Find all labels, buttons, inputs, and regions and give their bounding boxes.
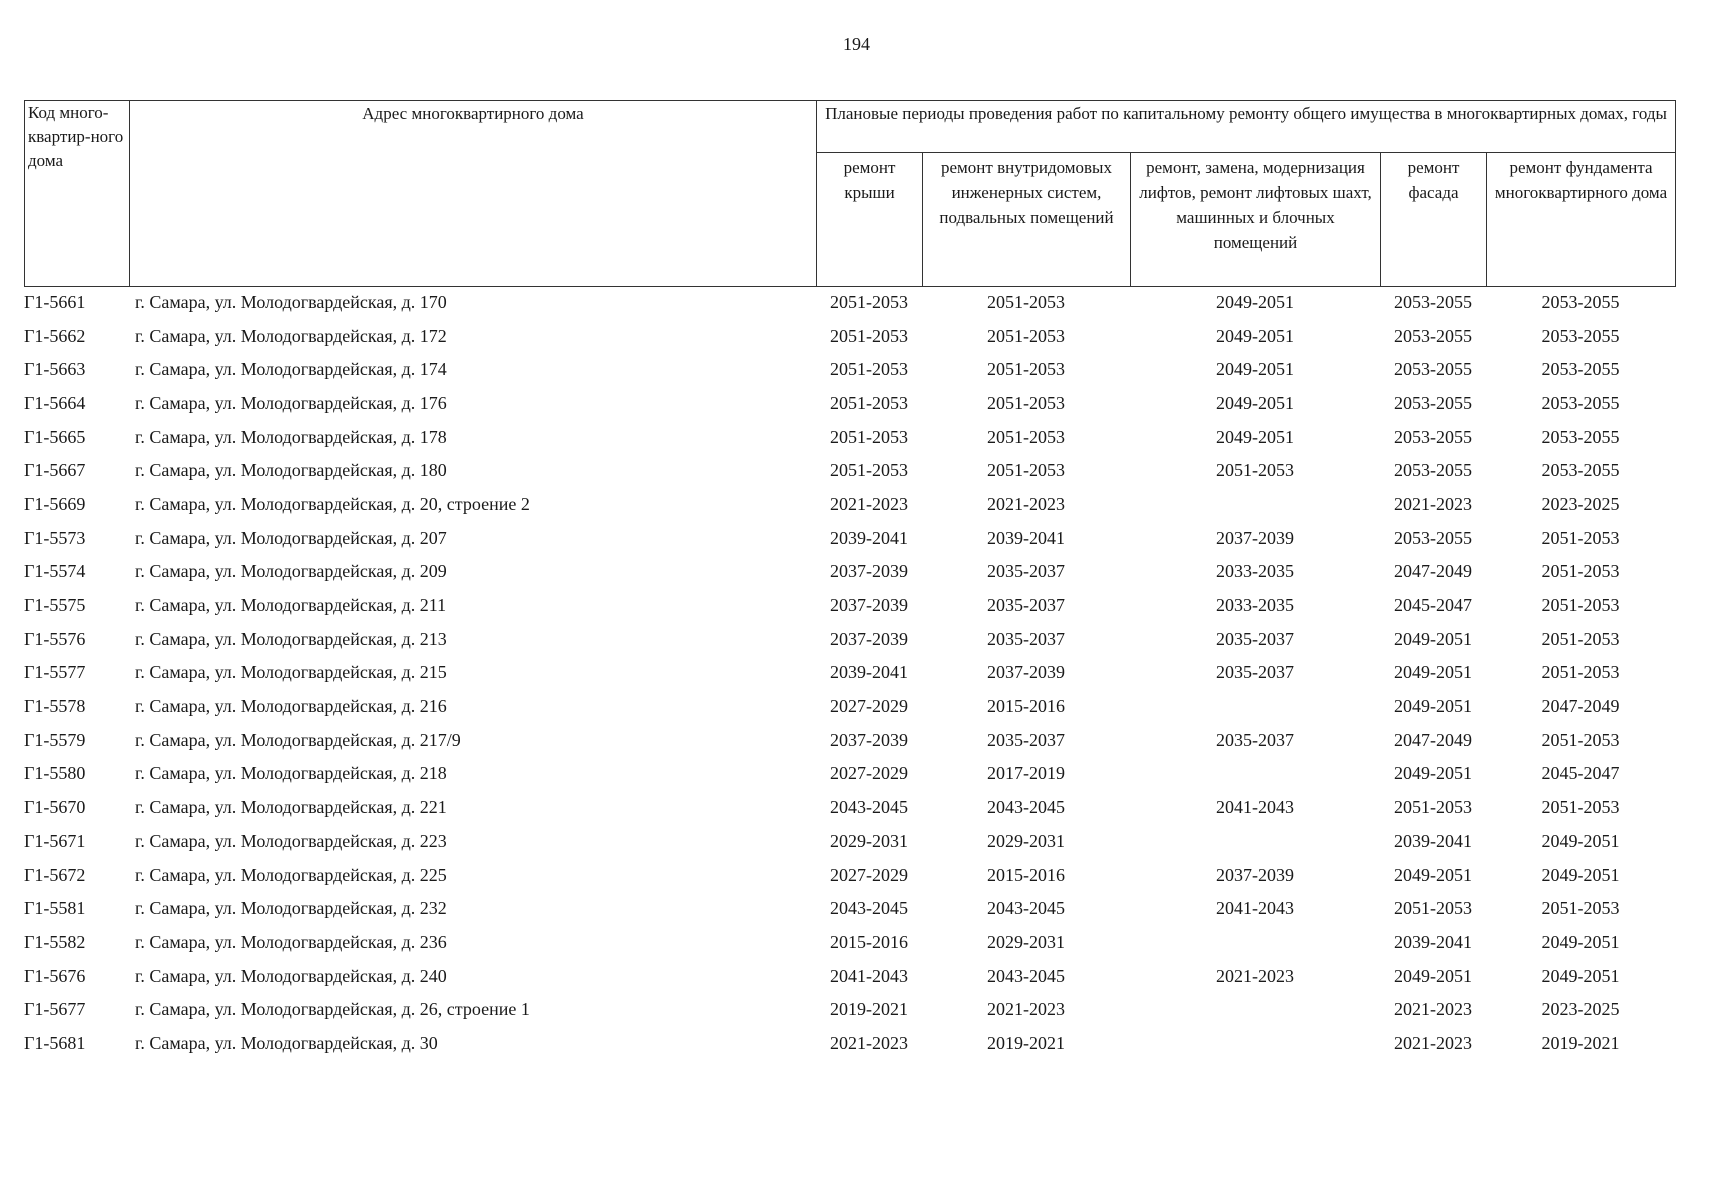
cell-engineering: 2015-2016 [987, 864, 1065, 885]
cell-foundation: 2049-2051 [1541, 830, 1620, 851]
cell-address: г. Самара, ул. Молодогвардейская, д. 178 [135, 426, 447, 447]
cell-foundation: 2053-2055 [1541, 291, 1620, 312]
table-row [24, 285, 1675, 319]
cell-code: Г1-5665 [24, 426, 86, 447]
cell-roof: 2027-2029 [830, 696, 908, 717]
cell-address: г. Самара, ул. Молодогвардейская, д. 170 [135, 291, 447, 312]
cell-address: г. Самара, ул. Молодогвардейская, д. 223 [135, 830, 447, 851]
cell-foundation: 2053-2055 [1541, 359, 1620, 380]
table-row [24, 521, 1675, 555]
header-address: Адрес многоквартирного дома [130, 101, 817, 287]
cell-facade: 2053-2055 [1394, 527, 1472, 548]
cell-foundation: 2051-2053 [1541, 561, 1620, 582]
cell-code: Г1-5676 [24, 965, 86, 986]
table-row [24, 656, 1675, 690]
cell-foundation: 2047-2049 [1541, 696, 1620, 717]
cell-roof: 2051-2053 [830, 426, 908, 447]
table-row [24, 959, 1675, 993]
cell-facade: 2047-2049 [1394, 561, 1472, 582]
cell-foundation: 2053-2055 [1541, 392, 1620, 413]
cell-code: Г1-5664 [24, 392, 86, 413]
cell-address: г. Самара, ул. Молодогвардейская, д. 217/9 [135, 729, 461, 750]
cell-lifts: 2049-2051 [1216, 291, 1294, 312]
cell-roof: 2039-2041 [830, 527, 908, 548]
cell-foundation: 2051-2053 [1541, 527, 1620, 548]
cell-facade: 2021-2023 [1394, 493, 1472, 514]
cell-facade: 2051-2053 [1394, 797, 1472, 818]
cell-lifts: 2049-2051 [1216, 426, 1294, 447]
cell-engineering: 2051-2053 [987, 460, 1065, 481]
cell-address: г. Самара, ул. Молодогвардейская, д. 176 [135, 392, 447, 413]
table-row [24, 790, 1675, 824]
table-row [24, 386, 1675, 420]
header-engineering: ремонт внутридомовых инженерных систем, подвальных помещений [923, 153, 1131, 287]
table-header [24, 100, 1676, 287]
cell-roof: 2051-2053 [830, 359, 908, 380]
cell-engineering: 2043-2045 [987, 965, 1065, 986]
cell-engineering: 2035-2037 [987, 595, 1065, 616]
header-facade: ремонт фасада [1381, 153, 1487, 287]
cell-lifts [1130, 925, 1380, 959]
cell-roof: 2037-2039 [830, 628, 908, 649]
cell-lifts [1130, 689, 1380, 723]
cell-roof: 2039-2041 [830, 662, 908, 683]
cell-facade: 2021-2023 [1394, 999, 1472, 1020]
cell-lifts: 2035-2037 [1216, 729, 1294, 750]
cell-facade: 2053-2055 [1394, 426, 1472, 447]
header-code: Код много-квартир-ного дома [25, 101, 130, 287]
header-roof: ремонт крыши [817, 153, 923, 287]
cell-lifts: 2049-2051 [1216, 325, 1294, 346]
cell-facade: 2047-2049 [1394, 729, 1472, 750]
cell-facade: 2053-2055 [1394, 291, 1472, 312]
cell-lifts: 2037-2039 [1216, 864, 1294, 885]
cell-code: Г1-5577 [24, 662, 86, 683]
cell-foundation: 2049-2051 [1541, 965, 1620, 986]
cell-facade: 2049-2051 [1394, 763, 1472, 784]
cell-lifts: 2041-2043 [1216, 797, 1294, 818]
cell-address: г. Самара, ул. Молодогвардейская, д. 225 [135, 864, 447, 885]
cell-address: г. Самара, ул. Молодогвардейская, д. 240 [135, 965, 447, 986]
cell-facade: 2049-2051 [1394, 628, 1472, 649]
cell-code: Г1-5580 [24, 763, 86, 784]
cell-lifts: 2041-2043 [1216, 898, 1294, 919]
cell-foundation: 2019-2021 [1541, 1032, 1620, 1053]
table-row [24, 352, 1675, 386]
cell-code: Г1-5681 [24, 1032, 86, 1053]
cell-address: г. Самара, ул. Молодогвардейская, д. 218 [135, 763, 447, 784]
cell-roof: 2019-2021 [830, 999, 908, 1020]
cell-roof: 2027-2029 [830, 864, 908, 885]
cell-roof: 2021-2023 [830, 493, 908, 514]
cell-roof: 2015-2016 [830, 931, 908, 952]
cell-code: Г1-5576 [24, 628, 86, 649]
cell-code: Г1-5667 [24, 460, 86, 481]
cell-code: Г1-5670 [24, 797, 86, 818]
cell-foundation: 2023-2025 [1541, 493, 1620, 514]
table-row [24, 487, 1675, 521]
cell-roof: 2051-2053 [830, 392, 908, 413]
cell-address: г. Самара, ул. Молодогвардейская, д. 211 [135, 595, 447, 616]
cell-facade: 2053-2055 [1394, 325, 1472, 346]
cell-roof: 2051-2053 [830, 460, 908, 481]
cell-engineering: 2035-2037 [987, 628, 1065, 649]
cell-foundation: 2051-2053 [1541, 628, 1620, 649]
cell-code: Г1-5579 [24, 729, 86, 750]
cell-engineering: 2035-2037 [987, 729, 1065, 750]
cell-foundation: 2051-2053 [1541, 729, 1620, 750]
cell-code: Г1-5671 [24, 830, 86, 851]
header-periods: Плановые периоды проведения работ по капитальному ремонту общего имущества в многоквартирных домах, годы [817, 101, 1676, 153]
cell-lifts [1130, 1026, 1380, 1060]
cell-address: г. Самара, ул. Молодогвардейская, д. 26, строение 1 [135, 999, 530, 1020]
cell-lifts: 2049-2051 [1216, 359, 1294, 380]
cell-engineering: 2021-2023 [987, 999, 1065, 1020]
cell-address: г. Самара, ул. Молодогвардейская, д. 174 [135, 359, 447, 380]
table-row [24, 622, 1675, 656]
cell-facade: 2045-2047 [1394, 595, 1472, 616]
cell-facade: 2053-2055 [1394, 359, 1472, 380]
page-number: 194 [843, 34, 870, 54]
cell-facade: 2049-2051 [1394, 864, 1472, 885]
table-row [24, 992, 1675, 1026]
cell-foundation: 2051-2053 [1541, 898, 1620, 919]
header-lifts: ремонт, замена, модернизация лифтов, ремонт лифтовых шахт, машинных и блочных помещений [1131, 153, 1381, 287]
cell-address: г. Самара, ул. Молодогвардейская, д. 213 [135, 628, 447, 649]
cell-lifts: 2049-2051 [1216, 392, 1294, 413]
cell-code: Г1-5575 [24, 595, 86, 616]
table-rows [24, 285, 1675, 1060]
table-row [24, 689, 1675, 723]
cell-foundation: 2053-2055 [1541, 325, 1620, 346]
cell-facade: 2053-2055 [1394, 392, 1472, 413]
table-row [24, 891, 1675, 925]
cell-code: Г1-5662 [24, 325, 86, 346]
cell-code: Г1-5677 [24, 999, 86, 1020]
cell-code: Г1-5672 [24, 864, 86, 885]
cell-code: Г1-5574 [24, 561, 86, 582]
cell-roof: 2051-2053 [830, 291, 908, 312]
cell-engineering: 2035-2037 [987, 561, 1065, 582]
header-foundation: ремонт фундамента многоквартирного дома [1487, 153, 1676, 287]
cell-facade: 2039-2041 [1394, 830, 1472, 851]
cell-engineering: 2021-2023 [987, 493, 1065, 514]
cell-code: Г1-5573 [24, 527, 86, 548]
cell-foundation: 2051-2053 [1541, 797, 1620, 818]
cell-lifts [1130, 757, 1380, 791]
cell-address: г. Самара, ул. Молодогвардейская, д. 221 [135, 797, 447, 818]
cell-foundation: 2023-2025 [1541, 999, 1620, 1020]
cell-address: г. Самара, ул. Молодогвардейская, д. 20, строение 2 [135, 493, 530, 514]
cell-foundation: 2045-2047 [1541, 763, 1620, 784]
cell-address: г. Самара, ул. Молодогвардейская, д. 215 [135, 662, 447, 683]
cell-engineering: 2029-2031 [987, 830, 1065, 851]
table-row [24, 723, 1675, 757]
cell-roof: 2051-2053 [830, 325, 908, 346]
cell-foundation: 2053-2055 [1541, 460, 1620, 481]
cell-address: г. Самара, ул. Молодогвардейская, д. 209 [135, 561, 447, 582]
cell-code: Г1-5578 [24, 696, 86, 717]
cell-engineering: 2019-2021 [987, 1032, 1065, 1053]
table-row [24, 858, 1675, 892]
cell-facade: 2049-2051 [1394, 965, 1472, 986]
cell-lifts: 2051-2053 [1216, 460, 1294, 481]
cell-roof: 2029-2031 [830, 830, 908, 851]
cell-engineering: 2051-2053 [987, 359, 1065, 380]
cell-code: Г1-5581 [24, 898, 86, 919]
cell-lifts: 2033-2035 [1216, 595, 1294, 616]
cell-engineering: 2051-2053 [987, 392, 1065, 413]
cell-engineering: 2051-2053 [987, 325, 1065, 346]
table-row [24, 757, 1675, 791]
table-body [24, 285, 1675, 1060]
cell-address: г. Самара, ул. Молодогвардейская, д. 180 [135, 460, 447, 481]
cell-engineering: 2017-2019 [987, 763, 1065, 784]
cell-engineering: 2043-2045 [987, 797, 1065, 818]
cell-engineering: 2051-2053 [987, 291, 1065, 312]
cell-lifts: 2035-2037 [1216, 662, 1294, 683]
cell-address: г. Самара, ул. Молодогвардейская, д. 232 [135, 898, 447, 919]
cell-roof: 2037-2039 [830, 595, 908, 616]
table-row [24, 824, 1675, 858]
cell-code: Г1-5669 [24, 493, 86, 514]
cell-address: г. Самара, ул. Молодогвардейская, д. 172 [135, 325, 447, 346]
cell-roof: 2037-2039 [830, 729, 908, 750]
cell-lifts [1130, 992, 1380, 1026]
cell-code: Г1-5661 [24, 291, 86, 312]
cell-lifts: 2033-2035 [1216, 561, 1294, 582]
cell-roof: 2027-2029 [830, 763, 908, 784]
cell-roof: 2041-2043 [830, 965, 908, 986]
cell-engineering: 2043-2045 [987, 898, 1065, 919]
cell-code: Г1-5663 [24, 359, 86, 380]
cell-foundation: 2053-2055 [1541, 426, 1620, 447]
cell-facade: 2049-2051 [1394, 662, 1472, 683]
cell-lifts: 2037-2039 [1216, 527, 1294, 548]
cell-foundation: 2049-2051 [1541, 931, 1620, 952]
cell-foundation: 2051-2053 [1541, 595, 1620, 616]
cell-address: г. Самара, ул. Молодогвардейская, д. 30 [135, 1032, 438, 1053]
cell-roof: 2021-2023 [830, 1032, 908, 1053]
cell-engineering: 2037-2039 [987, 662, 1065, 683]
cell-roof: 2043-2045 [830, 797, 908, 818]
cell-lifts [1130, 824, 1380, 858]
cell-facade: 2053-2055 [1394, 460, 1472, 481]
cell-address: г. Самара, ул. Молодогвардейская, д. 216 [135, 696, 447, 717]
cell-engineering: 2015-2016 [987, 696, 1065, 717]
table-row [24, 1026, 1675, 1060]
cell-roof: 2043-2045 [830, 898, 908, 919]
cell-address: г. Самара, ул. Молодогвардейская, д. 236 [135, 931, 447, 952]
cell-foundation: 2051-2053 [1541, 662, 1620, 683]
cell-address: г. Самара, ул. Молодогвардейская, д. 207 [135, 527, 447, 548]
table-row [24, 420, 1675, 454]
cell-code: Г1-5582 [24, 931, 86, 952]
cell-foundation: 2049-2051 [1541, 864, 1620, 885]
cell-engineering: 2029-2031 [987, 931, 1065, 952]
table-row [24, 925, 1675, 959]
table-row [24, 555, 1675, 589]
cell-engineering: 2051-2053 [987, 426, 1065, 447]
table-row [24, 453, 1675, 487]
cell-engineering: 2039-2041 [987, 527, 1065, 548]
cell-facade: 2039-2041 [1394, 931, 1472, 952]
cell-facade: 2051-2053 [1394, 898, 1472, 919]
cell-facade: 2049-2051 [1394, 696, 1472, 717]
cell-facade: 2021-2023 [1394, 1032, 1472, 1053]
table-row [24, 588, 1675, 622]
cell-roof: 2037-2039 [830, 561, 908, 582]
cell-lifts [1130, 487, 1380, 521]
cell-lifts: 2035-2037 [1216, 628, 1294, 649]
table-row [24, 319, 1675, 353]
cell-lifts: 2021-2023 [1216, 965, 1294, 986]
